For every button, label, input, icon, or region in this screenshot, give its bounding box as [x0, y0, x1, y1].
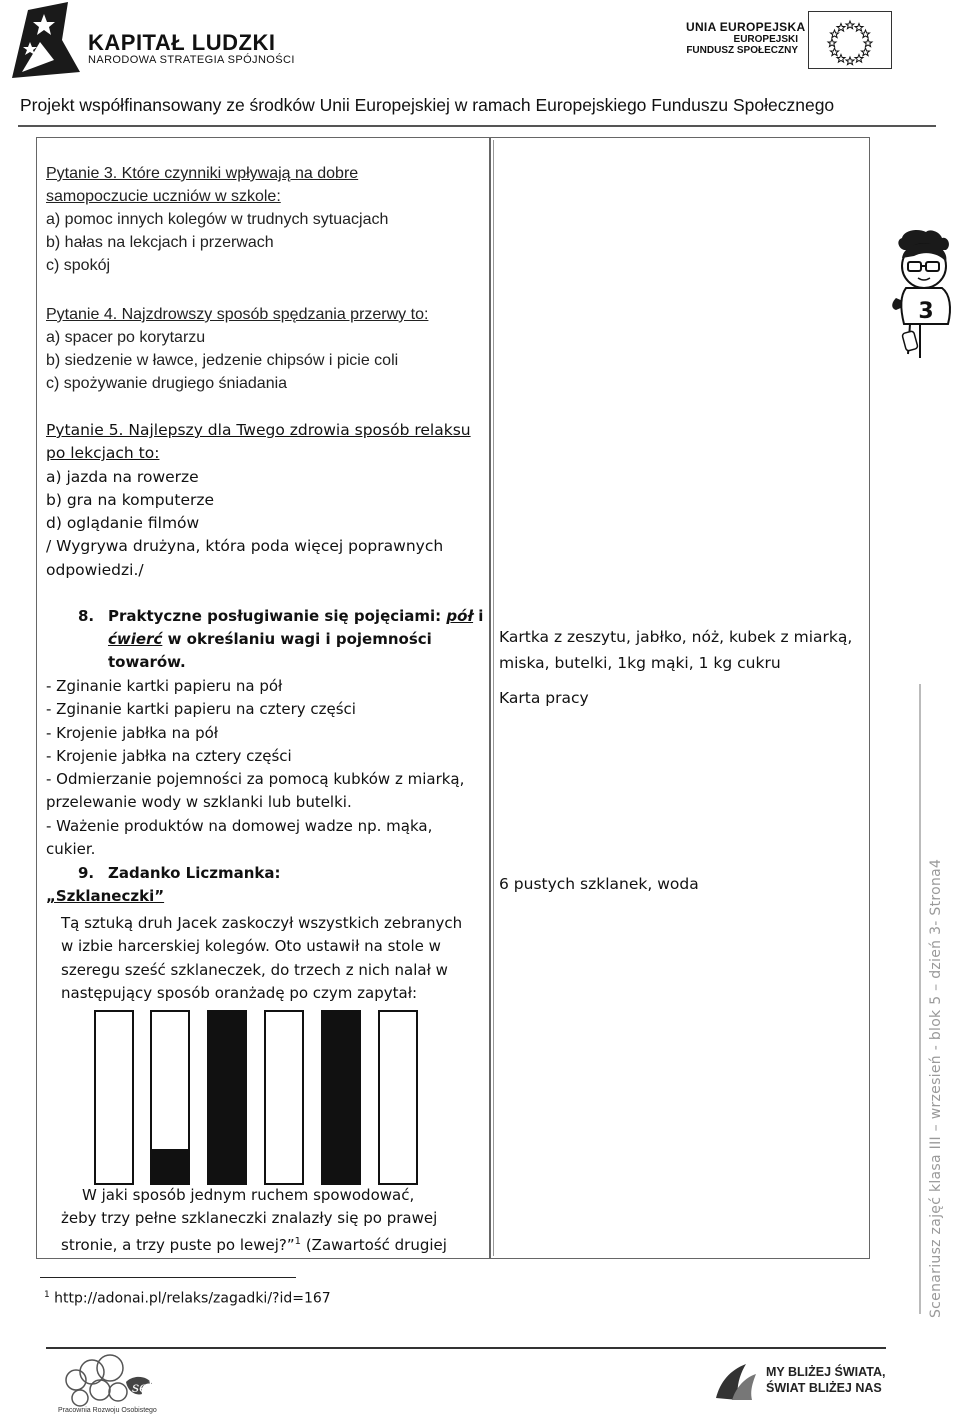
page-footer-vertical-text: Scenariusz zajęć klasa III – wrzesień - blok 5 – dzień 3- Strona4 [928, 858, 944, 1318]
section-8-item: - Krojenie jabłka na pół [46, 723, 219, 742]
footnote-divider [40, 1277, 296, 1278]
kapital-ludzki-subtitle: NARODOWA STRATEGIA SPÓJNOŚCI [88, 54, 295, 66]
section-8-item: przelewanie wody w szklanki lub butelki. [46, 793, 352, 812]
section-9-title: Zadanko Liczmanka: [108, 864, 281, 882]
section-9-story-line: w izbie harcerskiej kolegów. Oto ustawił na stole w [61, 937, 441, 956]
kapital-ludzki-logo-icon [10, 2, 80, 80]
question-5-note: / Wygrywa drużyna, która poda więcej poprawnych [46, 537, 444, 556]
question-5-option-b: b) gra na komputerze [46, 490, 215, 509]
section-8-title-b: w określaniu wagi i pojemności [162, 630, 432, 648]
section-9-subtitle: „Szklaneczki” [46, 887, 165, 905]
question-3-title-cont: samopoczucie uczniów w szkole: [46, 188, 281, 205]
kapital-ludzki-title: KAPITAŁ LUDZKI [88, 30, 276, 55]
section-9-question-line2: żeby trzy pełne szklaneczki znalazły się po prawej [61, 1209, 438, 1227]
question-5 [46, 419, 471, 582]
question-4 [46, 303, 428, 395]
mascot-girl-icon [890, 228, 960, 378]
section-8-item: - Ważenie produktów na domowej wadze np. mąka, [46, 816, 433, 835]
section-8-item: cukier. [46, 840, 96, 859]
section-8-title-cwierc: ćwierć [108, 630, 163, 648]
eu-line-1: UNIA EUROPEJSKA [686, 20, 806, 34]
project-cofinancing-text [20, 95, 834, 116]
question-5-note-cont: odpowiedzi./ [46, 560, 144, 579]
section-9-number: 9. [78, 864, 95, 882]
section-8-title [108, 605, 484, 674]
section-8-materials-card: Karta pracy [499, 689, 589, 707]
section-9-story [61, 912, 462, 1005]
mascot-number: 3 [918, 299, 934, 324]
side-vertical-line [919, 684, 921, 1314]
question-5-title: Pytanie 5. Najlepszy dla Twego zdrowia sposób relaksu [46, 421, 471, 439]
section-9-story-line: Tą sztuką druh Jacek zaskoczył wszystkich zebranych [61, 914, 463, 932]
question-3-title: Pytanie 3. Które czynniki wpływają na dobre [46, 165, 359, 182]
section-9-story-line: szeregu sześć szklaneczek, do trzech z nich nalał w [61, 960, 448, 979]
question-3 [46, 162, 388, 277]
my-blizej-swiata-text [766, 1364, 885, 1396]
glass-fill [209, 1012, 245, 1183]
question-3-option-a: a) pomoc innych kolegów w trudnych sytuacjach [46, 211, 389, 228]
section-8-item: - Odmierzanie pojemności za pomocą kubków z miarką, [46, 770, 465, 789]
section-8-materials-line2: miska, butelki, 1kg mąki, 1 kg cukru [499, 654, 781, 672]
section-8-item: - Zginanie kartki papieru na pół [46, 677, 283, 695]
eu-text-block [686, 20, 806, 56]
question-4-option-c: c) spożywanie drugiego śniadania [46, 375, 288, 392]
project-text-part1: Projekt współfinansowany ze środków Unii Europejskiej [20, 95, 450, 115]
glass-fill [152, 1149, 188, 1183]
question-4-title: Pytanie 4. Najzdrowszy sposób spędzania przerwy to: [46, 306, 429, 323]
eu-flag-icon [808, 11, 892, 69]
my-blizej-swiata-logo-icon [712, 1358, 760, 1404]
section-8-title-i: i [473, 607, 484, 625]
self-caption: Pracownia Rozwoju Osobistego [58, 1407, 157, 1414]
question-5-option-a: a) jazda na rowerze [46, 467, 199, 486]
footnote [44, 1290, 331, 1307]
section-8-item: - Zginanie kartki papieru na cztery części [46, 700, 356, 719]
glass-fill [323, 1012, 359, 1183]
question-4-option-b: b) siedzenie w ławce, jedzenie chipsów i picie coli [46, 352, 399, 369]
section-9-question-line3 [61, 1230, 447, 1257]
section-8-materials [499, 624, 852, 676]
glass [150, 1010, 190, 1185]
section-9-materials: 6 pustych szklanek, woda [499, 875, 699, 893]
mbs-line-2: ŚWIAT BLIŻEJ NAS [766, 1381, 882, 1395]
section-8-materials-line1: Kartka z zeszytu, jabłko, nóż, kubek z miarką, [499, 628, 853, 646]
glass [321, 1010, 361, 1185]
section-9-question-line1: W jaki sposób jednym ruchem spowodować, [82, 1186, 415, 1204]
section-8-title-c: towarów. [108, 653, 186, 671]
self-logo-icon [56, 1352, 166, 1414]
footer-divider [46, 1347, 886, 1349]
footnote-link[interactable]: http://adonai.pl/relaks/zagadki/?id=167 [49, 1290, 331, 1307]
section-8-item: - Krojenie jabłka na cztery części [46, 746, 292, 765]
section-8-items [46, 675, 464, 861]
eu-line-2: EUROPEJSKI [733, 34, 798, 45]
section-8-title-pol: pół [446, 607, 474, 625]
glass [264, 1010, 304, 1185]
glass [378, 1010, 418, 1185]
section-8-number: 8. [78, 607, 95, 625]
header-divider [18, 125, 936, 127]
svg-text:self: self [132, 1380, 158, 1396]
project-text-part2: w ramach Europejskiego Funduszu Społecznego [449, 95, 835, 115]
section-9-question-line3a: stronie, a trzy puste po lewej?” [61, 1236, 295, 1254]
question-4-option-a: a) spacer po korytarzu [46, 329, 206, 346]
section-9-story-line: następujący sposób oranżadę po czym zapytał: [61, 983, 418, 1002]
question-5-option-d: d) oglądanie filmów [46, 514, 200, 533]
section-9-question-line3b: (Zawartość drugiej [301, 1236, 447, 1254]
question-3-option-c: c) spokój [46, 257, 111, 274]
question-3-option-b: b) hałas na lekcjach i przerwach [46, 234, 274, 251]
mbs-line-1: MY BLIŻEJ ŚWIATA, [766, 1365, 886, 1379]
eu-line-3: FUNDUSZ SPOŁECZNY [686, 45, 798, 56]
footnote-number: 1 [44, 1290, 50, 1300]
table-column-divider [489, 137, 491, 1259]
section-8-title-a: Praktyczne posługiwanie się pojęciami: [108, 607, 447, 625]
glass [207, 1010, 247, 1185]
glass [94, 1010, 134, 1185]
table-column-divider-inner [493, 140, 494, 1256]
question-5-title-cont: po lekcjach to: [46, 444, 160, 463]
footnote-ref: 1 [294, 1236, 302, 1247]
